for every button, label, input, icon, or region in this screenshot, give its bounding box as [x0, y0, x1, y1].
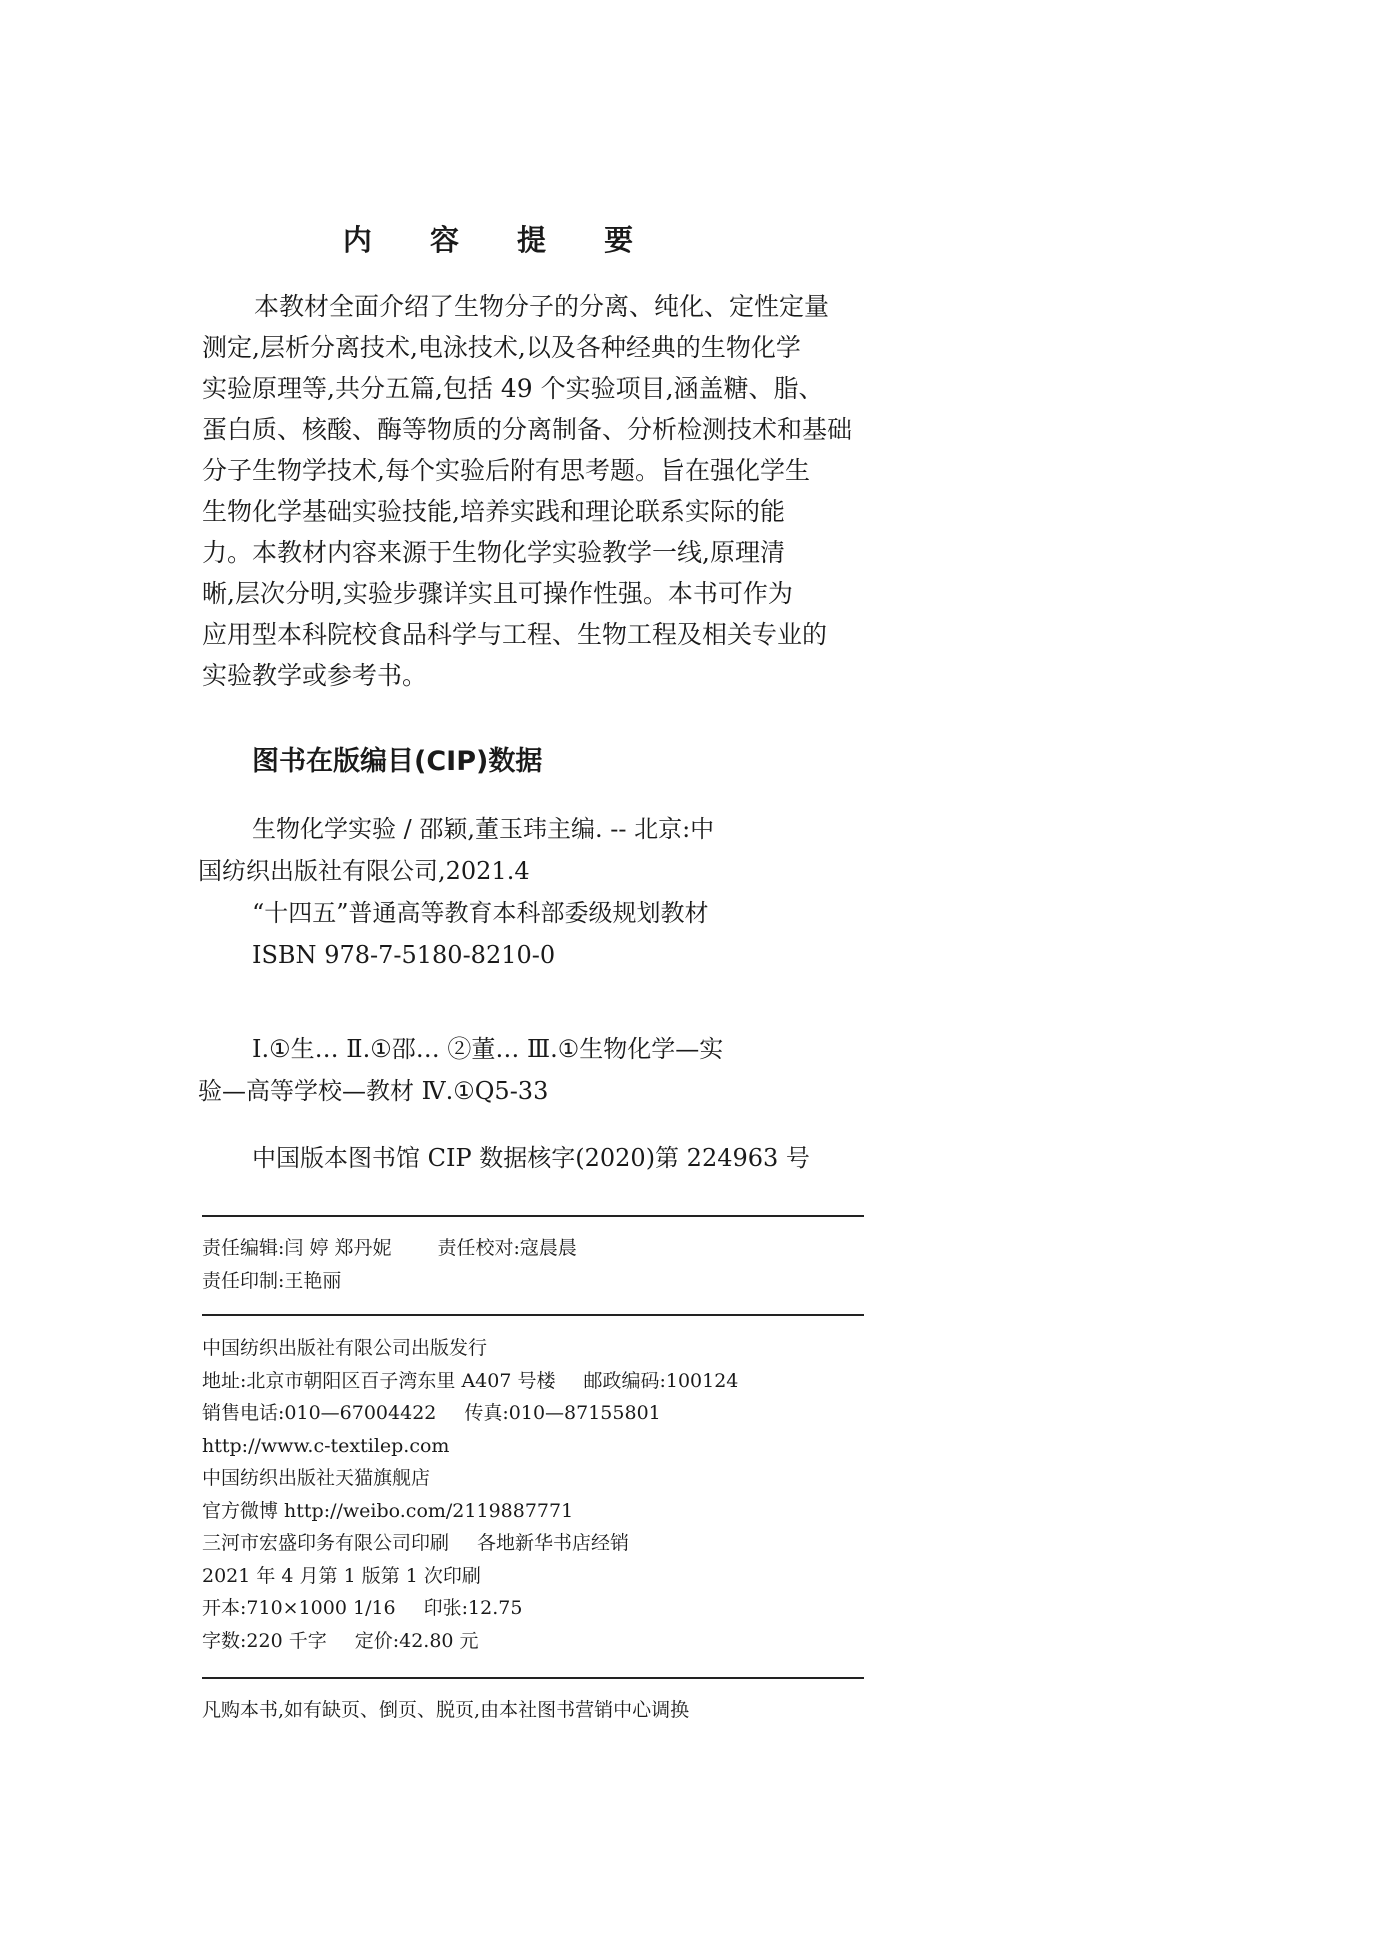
book-format: 开本:710×1000 1/16	[202, 1597, 396, 1619]
replacement-notice: 凡购本书,如有缺页、倒页、脱页,由本社图书营销中心调换	[202, 1699, 690, 1721]
summary-title: 内 容 提 要	[342, 223, 658, 257]
editor-names: 闫 婷 郑丹妮	[284, 1237, 392, 1259]
print-manager-label: 责任印制:	[202, 1269, 285, 1292]
cip-entry-line: 国纺织出版社有限公司,2021.4	[198, 857, 530, 885]
cip-class-line: 验—高等学校—教材 Ⅳ.①Q5-33	[198, 1077, 549, 1105]
summary-line: 分子生物学技术,每个实验后附有思考题。旨在强化学生	[202, 456, 810, 485]
divider	[202, 1314, 864, 1316]
printer: 三河市宏盛印务有限公司印刷	[202, 1532, 450, 1554]
summary-line: 应用型本科院校食品科学与工程、生物工程及相关专业的	[202, 620, 828, 649]
cip-series: “十四五”普通高等教育本科部委级规划教材	[252, 899, 709, 927]
cip-record	[252, 1137, 872, 1179]
print-manager-name: 王艳丽	[284, 1269, 342, 1292]
summary-line: 生物化学基础实验技能,培养实践和理论联系实际的能	[202, 497, 785, 526]
summary-line: 本教材全面介绍了生物分子的分离、纯化、定性定量	[254, 292, 830, 321]
fax: 传真:010—87155801	[464, 1402, 661, 1424]
summary-line: 实验教学或参考书。	[202, 661, 428, 690]
cip-class-line: Ⅰ.①生… Ⅱ.①邵… ②董… Ⅲ.①生物化学—实	[252, 1035, 724, 1063]
weibo-link: 官方微博 http://weibo.com/2119887771	[202, 1499, 574, 1522]
cip-entry	[198, 808, 872, 976]
edition: 2021 年 4 月第 1 版第 1 次印刷	[202, 1564, 481, 1587]
notice	[202, 1694, 864, 1727]
publisher-info	[202, 1332, 864, 1657]
publisher-postcode: 邮政编码:100124	[583, 1369, 739, 1392]
price: 定价:42.80 元	[354, 1629, 479, 1652]
cip-entry-line: 生物化学实验 / 邵颖,董玉玮主编. -- 北京:中	[252, 815, 715, 843]
divider	[202, 1215, 864, 1217]
publisher-line: 中国纺织出版社有限公司出版发行	[202, 1337, 488, 1359]
cip-isbn: ISBN 978-7-5180-8210-0	[252, 941, 556, 969]
print-sheets: 印张:12.75	[423, 1597, 523, 1619]
summary-line: 实验原理等,共分五篇,包括 49 个实验项目,涵盖糖、脂、	[202, 374, 824, 403]
summary-line: 测定,层析分离技术,电泳技术,以及各种经典的生物化学	[202, 333, 801, 362]
website-link: http://www.c-textilep.com	[202, 1434, 450, 1457]
cip-record-number: 中国版本图书馆 CIP 数据核字(2020)第 224963 号	[252, 1144, 810, 1172]
summary-line: 晰,层次分明,实验步骤详实且可操作性强。本书可作为	[202, 579, 793, 608]
proofreader-label: 责任校对:	[437, 1237, 520, 1259]
word-count: 字数:220 千字	[202, 1629, 327, 1652]
credits	[202, 1232, 864, 1297]
proofreader-name: 寇晨晨	[519, 1237, 577, 1259]
editor-label: 责任编辑:	[202, 1237, 285, 1259]
sales-phone: 销售电话:010—67004422	[202, 1402, 437, 1424]
summary-line: 蛋白质、核酸、酶等物质的分离制备、分析检测技术和基础	[202, 415, 853, 444]
summary-text	[202, 286, 853, 696]
tmall-store: 中国纺织出版社天猫旗舰店	[202, 1467, 431, 1489]
publisher-address: 地址:北京市朝阳区百子湾东里 A407 号楼	[202, 1369, 556, 1392]
distributor: 各地新华书店经销	[477, 1532, 630, 1554]
cip-heading: 图书在版编目(CIP)数据	[252, 746, 543, 777]
divider	[202, 1677, 864, 1679]
summary-line: 力。本教材内容来源于生物化学实验教学一线,原理清	[202, 538, 785, 567]
cip-classification	[198, 1028, 872, 1112]
